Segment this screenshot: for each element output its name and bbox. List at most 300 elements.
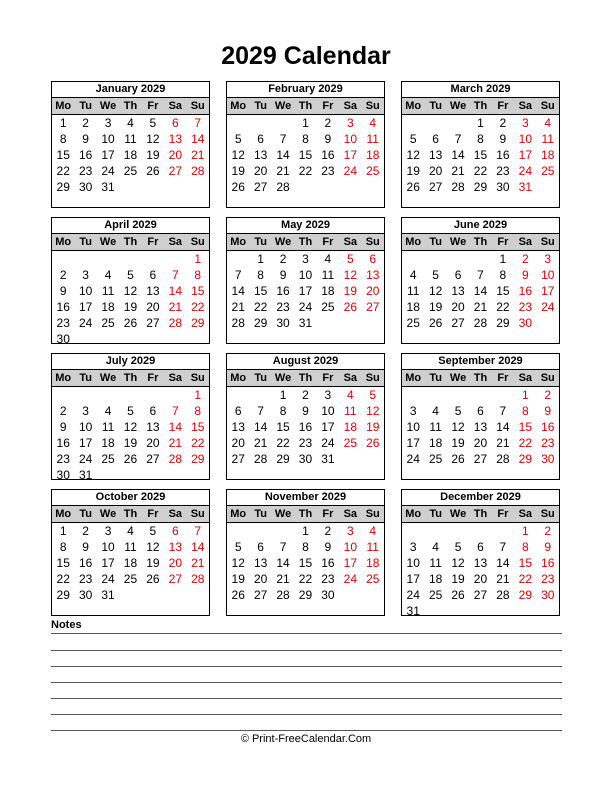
day-cell: 6	[432, 132, 439, 146]
weekend-day-cell: 15	[191, 284, 205, 298]
weekday-label: We	[99, 508, 117, 520]
day-cell: 27	[451, 316, 465, 330]
day-cell: 4	[104, 268, 112, 282]
weekend-day-cell: 22	[518, 572, 532, 586]
weekend-day-cell: 14	[168, 420, 182, 434]
weekday-label: We	[449, 236, 467, 248]
weekend-day-cell: 30	[541, 588, 555, 602]
day-cell: 4	[127, 524, 134, 538]
weekday-label: Tu	[429, 100, 442, 112]
empty-day-cell	[402, 251, 424, 267]
day-cell: 21	[253, 436, 268, 450]
day-cell: 27	[473, 452, 488, 466]
day-cell: 15	[56, 148, 70, 162]
weekend-day-cell: 3	[346, 524, 354, 538]
day-cell: 10	[406, 420, 420, 434]
empty-day-cell	[52, 387, 74, 403]
empty-day-cell	[74, 251, 96, 267]
month-block	[401, 217, 560, 344]
day-cell: 23	[78, 164, 93, 178]
weekend-day-cell: 27	[168, 572, 182, 586]
day-cell: 9	[302, 404, 309, 418]
day-cell: 20	[146, 300, 160, 314]
weekend-day-cell: 19	[343, 284, 357, 298]
day-cell: 10	[101, 540, 115, 554]
day-cell: 9	[279, 268, 287, 282]
day-cell: 14	[451, 148, 465, 162]
weekday-label: Mo	[230, 236, 247, 248]
day-cell: 19	[231, 164, 245, 178]
day-cell: 5	[454, 540, 462, 554]
day-cell: 21	[231, 300, 245, 314]
day-cell: 2	[324, 524, 332, 538]
day-cell: 6	[149, 268, 157, 282]
day-cell: 27	[473, 588, 488, 602]
month-name: April 2029	[104, 219, 157, 231]
weekend-day-cell: 8	[521, 404, 529, 418]
month-block	[226, 217, 385, 344]
weekday-header-row	[402, 369, 559, 387]
weekday-label: Mo	[55, 508, 72, 520]
weekend-day-cell: 22	[191, 436, 205, 450]
weekday-header-row	[402, 505, 559, 523]
weekend-day-cell: 8	[194, 404, 202, 418]
day-cell: 5	[149, 116, 157, 130]
day-cell: 1	[59, 524, 67, 538]
day-cell: 29	[496, 316, 510, 330]
day-cell: 12	[146, 132, 160, 146]
day-cell: 26	[231, 588, 245, 602]
day-grid	[402, 251, 559, 331]
day-grid	[227, 251, 384, 331]
weekend-day-cell: 9	[544, 540, 552, 554]
day-cell: 8	[302, 132, 309, 146]
empty-day-cell	[249, 115, 271, 131]
day-grid	[227, 115, 384, 195]
day-cell: 29	[473, 180, 488, 194]
day-cell: 27	[253, 180, 268, 194]
day-cell: 22	[56, 164, 70, 178]
weekend-day-cell: 17	[343, 148, 357, 162]
day-cell: 4	[409, 268, 417, 282]
month-block	[401, 81, 560, 208]
weekend-day-cell: 10	[541, 268, 555, 282]
empty-day-cell	[402, 387, 424, 403]
day-cell: 21	[276, 572, 290, 586]
weekday-label: Mo	[405, 236, 422, 248]
day-cell: 28	[496, 452, 510, 466]
day-cell: 6	[477, 404, 484, 418]
day-cell: 18	[428, 572, 443, 586]
weekend-day-cell: 31	[518, 180, 532, 194]
weekend-day-cell: 16	[518, 284, 532, 298]
weekend-day-cell: 9	[544, 404, 552, 418]
day-cell: 12	[231, 148, 245, 162]
weekday-label: Tu	[254, 372, 267, 384]
day-cell: 2	[279, 252, 287, 266]
month-block	[51, 353, 210, 480]
weekend-day-cell: 6	[171, 524, 179, 538]
empty-day-cell	[164, 251, 186, 267]
weekday-label: Fr	[322, 508, 334, 520]
weekday-label: Sa	[343, 100, 358, 112]
weekday-label: Su	[190, 508, 205, 520]
day-cell: 25	[101, 452, 115, 466]
weekday-label: We	[99, 372, 117, 384]
weekday-label: Th	[473, 236, 488, 248]
empty-day-cell	[492, 523, 514, 539]
day-cell: 11	[124, 540, 137, 554]
day-cell: 28	[451, 180, 465, 194]
day-grid	[402, 115, 559, 195]
weekday-label: Sa	[518, 508, 533, 520]
day-cell: 18	[406, 300, 420, 314]
weekend-day-cell: 16	[541, 420, 555, 434]
note-line	[51, 633, 562, 634]
day-cell: 2	[82, 524, 89, 538]
weekend-day-cell: 14	[168, 284, 182, 298]
day-cell: 13	[428, 148, 443, 162]
day-cell: 18	[321, 284, 335, 298]
month-block	[226, 489, 385, 616]
day-cell: 28	[231, 316, 245, 330]
day-cell: 17	[406, 436, 420, 450]
weekday-label: Sa	[518, 100, 533, 112]
weekend-day-cell: 8	[521, 540, 529, 554]
month-block	[226, 81, 385, 208]
weekday-label: Th	[298, 508, 313, 520]
day-cell: 19	[123, 300, 138, 314]
day-cell: 11	[321, 268, 335, 282]
day-cell: 24	[78, 316, 93, 330]
day-cell: 10	[321, 404, 335, 418]
weekday-label: Mo	[230, 372, 247, 384]
weekday-label: Fr	[147, 508, 159, 520]
month-block	[51, 81, 210, 208]
weekday-label: Tu	[254, 100, 267, 112]
weekday-label: Sa	[518, 236, 533, 248]
day-cell: 4	[432, 540, 439, 554]
weekend-day-cell: 3	[346, 116, 354, 130]
day-cell: 5	[409, 132, 417, 146]
day-cell: 16	[298, 420, 313, 434]
day-cell: 19	[428, 300, 443, 314]
day-cell: 12	[146, 540, 160, 554]
weekend-day-cell: 4	[346, 388, 354, 402]
day-cell: 20	[253, 164, 268, 178]
day-cell: 3	[409, 540, 417, 554]
weekend-day-cell: 17	[518, 148, 532, 162]
empty-day-cell	[447, 251, 469, 267]
day-cell: 30	[298, 452, 313, 466]
day-cell: 1	[302, 524, 309, 538]
empty-day-cell	[447, 387, 469, 403]
day-cell: 30	[56, 468, 70, 480]
weekend-day-cell: 18	[343, 420, 357, 434]
weekday-label: Tu	[79, 508, 92, 520]
day-cell: 14	[496, 556, 510, 570]
day-cell: 8	[302, 540, 309, 554]
weekday-label: Tu	[79, 236, 92, 248]
weekend-day-cell: 9	[521, 268, 529, 282]
weekday-label: Th	[123, 100, 138, 112]
day-cell: 16	[78, 148, 93, 162]
day-cell: 12	[123, 284, 138, 298]
weekday-label: Su	[540, 508, 555, 520]
note-line	[51, 730, 562, 731]
day-cell: 23	[56, 452, 70, 466]
empty-day-cell	[227, 387, 249, 403]
day-cell: 20	[451, 300, 465, 314]
weekday-label: We	[274, 236, 292, 248]
day-cell: 21	[496, 572, 510, 586]
weekday-label: Mo	[55, 372, 72, 384]
weekend-day-cell: 2	[544, 524, 552, 538]
weekend-day-cell: 12	[343, 268, 357, 282]
day-cell: 6	[234, 404, 242, 418]
day-cell: 8	[499, 268, 507, 282]
weekday-label: Fr	[147, 236, 159, 248]
day-cell: 25	[101, 316, 115, 330]
day-cell: 15	[276, 420, 290, 434]
empty-day-cell	[469, 251, 491, 267]
day-cell: 21	[473, 300, 488, 314]
weekend-day-cell: 10	[343, 132, 357, 146]
day-cell: 26	[451, 588, 465, 602]
weekend-day-cell: 14	[191, 132, 205, 146]
day-cell: 14	[253, 420, 268, 434]
day-grid	[52, 115, 209, 195]
day-cell: 31	[101, 180, 115, 194]
weekday-label: We	[274, 372, 292, 384]
empty-day-cell	[52, 251, 74, 267]
weekday-label: Sa	[168, 100, 183, 112]
month-name: June 2029	[453, 219, 508, 231]
day-cell: 18	[428, 436, 443, 450]
footer-credit: © Print-FreeCalendar.Com	[240, 733, 372, 745]
day-cell: 28	[253, 452, 268, 466]
day-cell: 17	[101, 148, 115, 162]
weekday-header-row	[52, 233, 209, 251]
weekday-label: Su	[540, 372, 555, 384]
day-cell: 21	[496, 436, 510, 450]
day-cell: 24	[78, 452, 93, 466]
day-cell: 30	[78, 588, 93, 602]
weekend-day-cell: 26	[343, 300, 357, 314]
weekend-day-cell: 15	[191, 420, 205, 434]
weekend-day-cell: 23	[541, 436, 555, 450]
day-cell: 24	[298, 300, 313, 314]
weekend-day-cell: 16	[541, 556, 555, 570]
day-cell: 30	[496, 180, 510, 194]
day-cell: 5	[127, 404, 134, 418]
day-cell: 15	[298, 148, 313, 162]
day-cell: 30	[321, 588, 335, 602]
day-cell: 25	[321, 300, 335, 314]
day-grid	[52, 387, 209, 480]
weekend-day-cell: 29	[518, 588, 532, 602]
empty-day-cell	[74, 387, 96, 403]
day-cell: 13	[146, 284, 160, 298]
day-cell: 27	[146, 316, 160, 330]
day-cell: 28	[276, 180, 290, 194]
weekday-label: Su	[365, 508, 380, 520]
empty-day-cell	[97, 387, 119, 403]
day-cell: 3	[82, 404, 89, 418]
day-cell: 5	[127, 268, 134, 282]
day-cell: 27	[146, 452, 160, 466]
note-line	[51, 650, 562, 651]
day-cell: 27	[428, 180, 443, 194]
day-cell: 17	[406, 572, 420, 586]
weekend-day-cell: 1	[194, 252, 202, 266]
weekend-day-cell: 7	[194, 524, 202, 538]
day-cell: 5	[234, 132, 242, 146]
day-cell: 26	[428, 316, 443, 330]
weekend-day-cell: 1	[521, 524, 529, 538]
empty-day-cell	[424, 251, 446, 267]
day-cell: 4	[104, 404, 112, 418]
weekend-day-cell: 11	[366, 132, 379, 146]
empty-day-cell	[119, 387, 141, 403]
weekend-day-cell: 18	[541, 148, 555, 162]
weekday-label: Mo	[55, 100, 72, 112]
day-cell: 4	[324, 252, 332, 266]
weekend-day-cell: 13	[168, 540, 182, 554]
day-cell: 23	[56, 316, 70, 330]
day-cell: 9	[59, 420, 67, 434]
day-cell: 17	[101, 556, 115, 570]
day-cell: 7	[499, 540, 507, 554]
day-cell: 3	[302, 252, 309, 266]
day-cell: 5	[432, 268, 439, 282]
weekend-day-cell: 3	[544, 252, 552, 266]
weekend-day-cell: 18	[366, 148, 380, 162]
weekend-day-cell: 13	[168, 132, 182, 146]
day-cell: 26	[146, 572, 160, 586]
day-cell: 24	[101, 164, 115, 178]
weekend-day-cell: 19	[366, 420, 380, 434]
empty-day-cell	[272, 115, 294, 131]
day-cell: 2	[302, 388, 309, 402]
weekend-day-cell: 30	[518, 316, 532, 330]
month-name: October 2029	[95, 491, 166, 503]
weekend-day-cell: 25	[366, 164, 380, 178]
weekday-label: Fr	[497, 508, 509, 520]
weekend-day-cell: 14	[191, 540, 205, 554]
weekday-label: Su	[540, 236, 555, 248]
weekend-day-cell: 20	[168, 148, 182, 162]
month-name: August 2029	[272, 355, 339, 367]
weekday-label: Mo	[230, 100, 247, 112]
day-cell: 26	[406, 180, 420, 194]
day-cell: 27	[231, 452, 245, 466]
month-block	[51, 489, 210, 616]
day-cell: 14	[276, 148, 290, 162]
day-cell: 18	[101, 436, 115, 450]
day-cell: 21	[276, 164, 290, 178]
day-cell: 11	[406, 284, 420, 298]
day-cell: 30	[78, 180, 93, 194]
month-name: March 2029	[450, 83, 511, 95]
day-cell: 6	[257, 540, 264, 554]
empty-day-cell	[142, 251, 164, 267]
weekday-label: Sa	[343, 508, 358, 520]
day-cell: 7	[454, 132, 462, 146]
weekend-day-cell: 22	[518, 436, 532, 450]
day-cell: 1	[302, 116, 309, 130]
weekday-label: Su	[365, 100, 380, 112]
day-cell: 22	[298, 572, 313, 586]
weekday-label: Mo	[405, 372, 422, 384]
day-cell: 31	[101, 588, 115, 602]
day-grid	[227, 387, 384, 467]
day-cell: 25	[123, 572, 138, 586]
day-cell: 15	[473, 148, 488, 162]
day-cell: 26	[123, 316, 138, 330]
day-cell: 11	[101, 420, 115, 434]
day-cell: 20	[231, 436, 245, 450]
month-name: September 2029	[438, 355, 523, 367]
day-cell: 16	[78, 556, 93, 570]
empty-day-cell	[447, 523, 469, 539]
weekend-day-cell: 23	[518, 300, 532, 314]
weekend-day-cell: 21	[168, 436, 182, 450]
weekend-day-cell: 15	[518, 556, 532, 570]
day-cell: 29	[298, 588, 313, 602]
weekday-label: Th	[473, 508, 488, 520]
weekday-label: Su	[365, 236, 380, 248]
day-cell: 20	[473, 572, 488, 586]
weekend-day-cell: 25	[541, 164, 555, 178]
weekday-label: Tu	[429, 236, 442, 248]
day-cell: 12	[451, 556, 465, 570]
day-cell: 20	[253, 572, 268, 586]
weekday-label: We	[274, 508, 292, 520]
weekday-label: We	[274, 100, 292, 112]
weekend-day-cell: 21	[168, 300, 182, 314]
day-cell: 20	[428, 164, 443, 178]
empty-day-cell	[424, 523, 446, 539]
day-cell: 16	[56, 300, 70, 314]
weekend-day-cell: 29	[518, 452, 532, 466]
day-cell: 13	[473, 556, 488, 570]
day-cell: 13	[451, 284, 465, 298]
weekend-day-cell: 18	[366, 556, 380, 570]
day-cell: 6	[477, 540, 484, 554]
day-cell: 29	[276, 452, 290, 466]
day-cell: 3	[104, 524, 112, 538]
day-cell: 3	[409, 404, 417, 418]
note-line	[51, 698, 562, 699]
day-cell: 26	[451, 452, 465, 466]
day-cell: 7	[499, 404, 507, 418]
note-line	[51, 714, 562, 715]
weekday-label: Tu	[429, 372, 442, 384]
weekend-day-cell: 5	[346, 252, 354, 266]
day-cell: 10	[78, 284, 93, 298]
weekend-day-cell: 24	[343, 164, 357, 178]
day-cell: 4	[432, 404, 439, 418]
weekday-label: Sa	[518, 372, 533, 384]
day-cell: 9	[499, 132, 507, 146]
weekend-day-cell: 24	[343, 572, 357, 586]
day-cell: 9	[59, 284, 67, 298]
weekend-day-cell: 28	[191, 164, 205, 178]
day-cell: 15	[496, 284, 510, 298]
day-cell: 27	[253, 588, 268, 602]
weekday-label: Tu	[254, 236, 267, 248]
